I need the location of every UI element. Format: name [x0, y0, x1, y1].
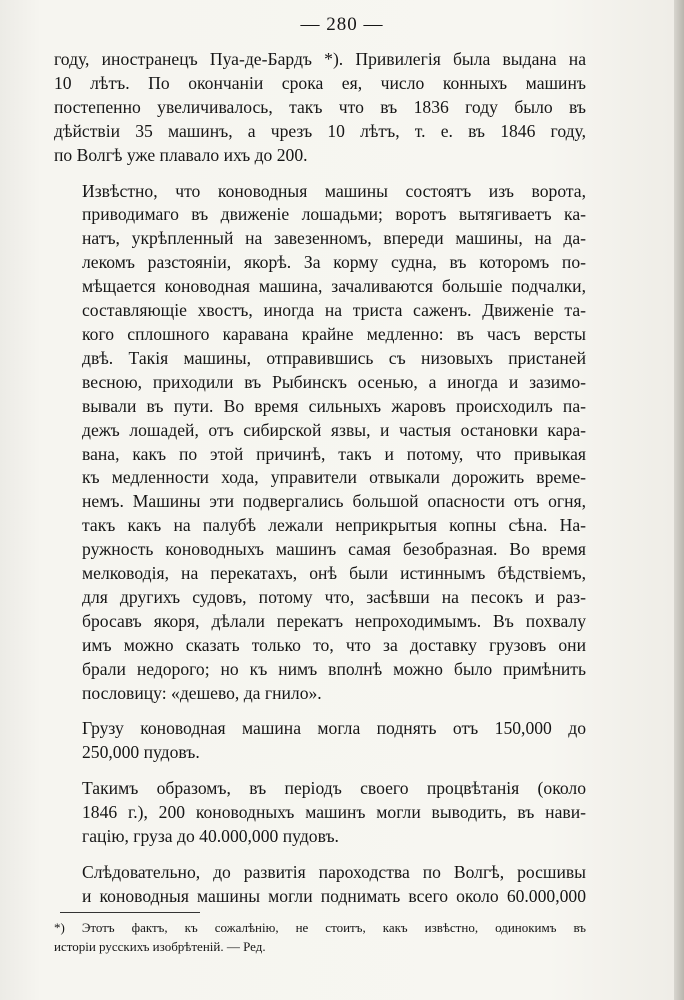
text-line: къ медленности хода, управители отвыкали дорожить време- — [82, 467, 586, 488]
text-line: приводимаго въ движеніе лошадьми; воротъ вытягиваетъ ка- — [82, 204, 586, 225]
text-line: 250,000 пудовъ. — [82, 742, 200, 763]
text-line: весною, приходили въ Рыбинскъ осенью, а иногда и зазимо- — [82, 371, 586, 392]
footnote-line: исторіи русскихъ изобрѣтеній. — Ред. — [54, 939, 266, 954]
text-line: мелководія, на перекатахъ, онѣ были истиннымъ бѣдствіемъ, — [82, 563, 586, 584]
text-line: Такимъ образомъ, въ періодъ своего процвѣтанія (около — [82, 778, 586, 799]
body-text — [54, 48, 586, 909]
text-line: году, иностранецъ Пуа-де-Бардъ *). Привилегія была выдана на — [54, 49, 586, 69]
text-line: двѣ. Такія машины, отправившись съ низовыхъ пристаней — [82, 347, 586, 368]
page-edge — [674, 0, 684, 1000]
text-line: составляющіе хвостъ, иногда на триста саженъ. Движеніе та- — [82, 300, 586, 321]
text-line: по Волгѣ уже плавало ихъ до 200. — [54, 144, 308, 165]
text-line: такъ какъ на палубѣ лежали неприкрытыя копны сѣна. На- — [82, 515, 586, 536]
footnote — [54, 918, 586, 956]
text-line: мѣщается коноводная машина, зачаливаются большіе подчалки, — [82, 276, 586, 297]
text-line: дежъ лошадей, отъ сибирской язвы, и частыя остановки кара- — [82, 419, 586, 440]
text-line: кого сплошного каравана крайне медленно: въ часъ версты — [82, 323, 586, 344]
text-line: бросавъ якоря, дѣлали перекатъ непроходимымъ. Въ похвалу — [82, 610, 586, 631]
paragraph — [54, 861, 586, 909]
text-line: гацію, груза до 40.000,000 пудовъ. — [82, 826, 339, 847]
text-line: вана, какъ по этой причинѣ, такъ и потому, что привыкая — [82, 443, 586, 464]
text-line: 10 лѣтъ. По окончаніи срока ея, число конныхъ машинъ — [54, 72, 586, 93]
footnote-rule — [60, 912, 200, 913]
text-line: пословицу: «дешево, да гнило». — [82, 682, 322, 703]
paragraph — [54, 717, 586, 765]
text-line: брали недорого; но къ нимъ вполнѣ можно было примѣнить — [82, 658, 586, 679]
paragraph — [54, 48, 586, 168]
text-line: натъ, укрѣпленный на завезенномъ, впереди машины, на да- — [82, 228, 586, 249]
text-line: 1846 г.), 200 коноводныхъ машинъ могли выводить, въ нави- — [82, 802, 586, 823]
text-line: и коноводныя машины могли поднимать всего около 60.000,000 — [82, 885, 586, 906]
text-line: постепенно увеличивалось, такъ что въ 1836 году было въ — [54, 96, 586, 117]
text-line: Извѣстно, что коноводныя машины состоятъ изъ ворота, — [82, 180, 586, 201]
text-line: дѣйствіи 35 машинъ, а чрезъ 10 лѣтъ, т. е. въ 1846 году, — [54, 120, 586, 141]
footnote-line: *) Этотъ фактъ, къ сожалѣнію, не стоитъ, какъ извѣстно, одинокимъ въ — [54, 920, 586, 935]
text-line: Грузу коноводная машина могла поднять отъ 150,000 до — [82, 718, 586, 739]
text-line: вывали въ пути. Во время сильныхъ жаровъ происходилъ па- — [82, 395, 586, 416]
text-line: Слѣдовательно, до развитія пароходства по Волгѣ, росшивы — [82, 862, 586, 882]
text-line: немъ. Машины эти подвергались большой опасности отъ огня, — [82, 491, 586, 512]
text-line: лекомъ разстояніи, якорѣ. За корму судна, въ которомъ по- — [82, 252, 586, 273]
text-line: для другихъ судовъ, потому что, засѣвши на песокъ и раз- — [82, 586, 586, 607]
paragraph — [54, 777, 586, 849]
paragraph — [54, 180, 586, 706]
text-line: имъ можно сказать только то, что за доставку грузовъ они — [82, 634, 586, 655]
page-number: — 280 — — [300, 14, 384, 35]
text-line: ружность коноводныхъ машинъ самая безобразная. Во время — [82, 539, 586, 560]
